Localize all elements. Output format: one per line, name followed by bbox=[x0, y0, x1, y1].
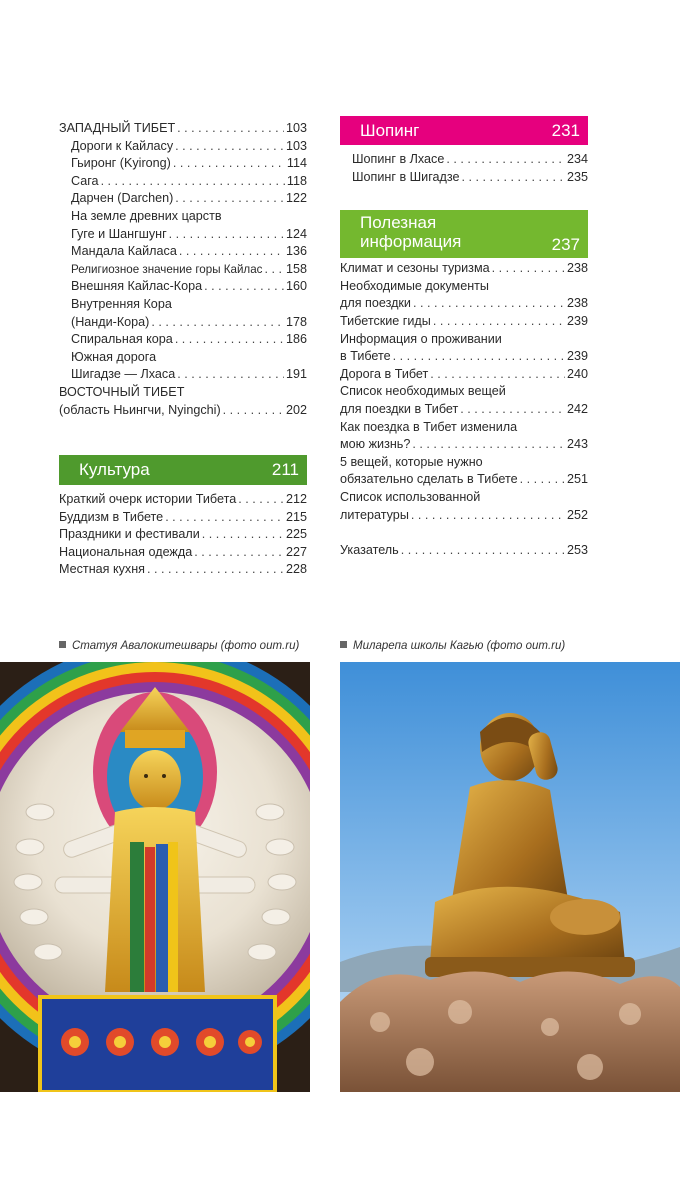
square-bullet-icon bbox=[340, 641, 347, 648]
toc-entry-title: в Тибете bbox=[340, 349, 391, 364]
leader-dots bbox=[520, 471, 565, 489]
toc-entry[interactable] bbox=[352, 169, 588, 187]
toc-entry-title: Религиозное значение горы Кайлас bbox=[71, 262, 263, 276]
toc-entry[interactable] bbox=[59, 155, 307, 173]
toc-entry[interactable] bbox=[59, 544, 307, 562]
toc-entry-page: 251 bbox=[566, 472, 588, 487]
toc-entry-line1: Внутренняя Кора bbox=[71, 296, 172, 311]
leader-dots bbox=[179, 243, 284, 261]
toc-entry-page: 114 bbox=[286, 156, 307, 171]
leader-dots bbox=[151, 314, 284, 332]
toc-entry-title: Дорога в Тибет bbox=[340, 366, 429, 381]
leader-dots bbox=[169, 226, 284, 244]
toc-entry-line1: Южная дорога bbox=[71, 349, 157, 364]
toc-entry-title: мою жизнь? bbox=[340, 437, 411, 452]
toc-entry[interactable] bbox=[340, 313, 588, 331]
toc-entry[interactable] bbox=[59, 509, 307, 527]
toc-entry-line1: Необходимые документы bbox=[340, 278, 489, 293]
toc-entry-title: Спиральная кора bbox=[71, 332, 173, 347]
toc-entry-page: 238 bbox=[566, 296, 588, 311]
toc-right-column bbox=[340, 116, 588, 560]
leader-dots bbox=[412, 436, 565, 454]
leader-dots bbox=[175, 138, 284, 156]
leader-dots bbox=[413, 295, 565, 313]
leader-dots bbox=[177, 120, 284, 138]
toc-entry[interactable] bbox=[59, 278, 307, 296]
toc-entry-page: 124 bbox=[285, 226, 307, 241]
leader-dots bbox=[223, 402, 284, 420]
toc-entry[interactable] bbox=[59, 331, 307, 349]
toc-entry[interactable] bbox=[59, 138, 307, 156]
toc-entry-title: Дороги к Кайласу bbox=[71, 138, 174, 153]
photo-caption-right bbox=[340, 640, 565, 652]
toc-entry-title: литературы bbox=[340, 507, 409, 522]
banner-title-line2: информация bbox=[360, 232, 462, 252]
toc-entry-page: 235 bbox=[566, 169, 588, 184]
leader-dots bbox=[264, 261, 284, 279]
toc-entry-page: 103 bbox=[285, 121, 307, 135]
toc-entry[interactable] bbox=[340, 436, 588, 454]
toc-entry-page: 234 bbox=[566, 152, 588, 166]
toc-entry[interactable] bbox=[340, 401, 588, 419]
toc-entry-page: 253 bbox=[566, 543, 588, 558]
toc-entry-title: Гуге и Шангшунг bbox=[71, 226, 167, 241]
leader-dots bbox=[101, 173, 285, 191]
toc-entry[interactable] bbox=[340, 366, 588, 384]
toc-entry-page: 186 bbox=[285, 332, 307, 347]
banner-page: 231 bbox=[551, 121, 580, 140]
toc-entry-title: Внешняя Кайлас-Кора bbox=[71, 279, 203, 294]
caption-text: Статуя Авалокитешвары (фото oum.ru) bbox=[72, 640, 300, 652]
section-banner-shopping bbox=[340, 116, 588, 145]
toc-entry-title: для поездки bbox=[340, 296, 411, 311]
leader-dots bbox=[446, 151, 565, 169]
toc-entry-page: 191 bbox=[285, 367, 307, 382]
toc-entry-title: Шопинг в Лхасе bbox=[352, 152, 445, 166]
section-banner-info bbox=[340, 210, 588, 258]
toc-entry[interactable] bbox=[340, 295, 588, 313]
leader-dots bbox=[147, 561, 284, 579]
leader-dots bbox=[204, 278, 284, 296]
leader-dots bbox=[177, 366, 284, 384]
toc-entry-title: Шопинг в Шигадзе bbox=[352, 169, 460, 184]
toc-entry-title: обязательно сделать в Тибете bbox=[340, 472, 518, 487]
caption-text: Миларепа школы Кагью (фото oum.ru) bbox=[353, 640, 566, 652]
milarepa-illustration bbox=[340, 662, 680, 1092]
toc-entry[interactable] bbox=[59, 526, 307, 544]
toc-info-section bbox=[340, 260, 588, 524]
toc-shopping-section bbox=[340, 151, 588, 186]
toc-entry-line1: Список необходимых вещей bbox=[340, 384, 506, 399]
leader-dots bbox=[460, 401, 565, 419]
toc-entry-title: Климат и сезоны туризма bbox=[340, 261, 490, 276]
toc-entry-title: Тибетские гиды bbox=[340, 313, 431, 328]
statue-illustration bbox=[0, 662, 310, 1092]
toc-entry-title: Мандала Кайласа bbox=[71, 244, 177, 259]
toc-entry[interactable] bbox=[352, 151, 588, 169]
toc-entry-page: 227 bbox=[285, 544, 307, 559]
toc-west-section bbox=[59, 120, 307, 419]
toc-entry-page: 158 bbox=[285, 261, 307, 276]
toc-entry-line1: На земле древних царств bbox=[71, 208, 222, 223]
toc-entry-line1: 5 вещей, которые нужно bbox=[340, 454, 483, 469]
toc-entry-page: 252 bbox=[566, 507, 588, 522]
banner-title: Культура bbox=[79, 460, 150, 480]
toc-entry-line1: Как поездка в Тибет изменила bbox=[340, 419, 518, 434]
toc-entry-line1: Информация о проживании bbox=[340, 331, 502, 346]
toc-entry[interactable] bbox=[59, 314, 307, 332]
toc-entry-title: Национальная одежда bbox=[59, 544, 193, 559]
leader-dots bbox=[238, 491, 284, 509]
toc-entry[interactable] bbox=[340, 507, 588, 525]
toc-entry-page: 178 bbox=[285, 314, 307, 329]
toc-entry-title: Шигадзе — Лхаса bbox=[71, 367, 176, 382]
toc-entry[interactable] bbox=[59, 173, 307, 191]
toc-entry-page: 239 bbox=[566, 349, 588, 364]
toc-entry-page: 122 bbox=[285, 191, 307, 206]
toc-entry-page: 240 bbox=[566, 366, 588, 381]
toc-entry-page: 136 bbox=[285, 244, 307, 259]
banner-page: 237 bbox=[551, 235, 580, 255]
toc-entry-page: 103 bbox=[285, 138, 307, 153]
toc-entry-page: 243 bbox=[566, 437, 588, 452]
toc-entry-title: (Нанди-Кора) bbox=[71, 314, 150, 329]
leader-dots bbox=[393, 348, 565, 366]
toc-entry[interactable] bbox=[59, 366, 307, 384]
toc-entry-title: Указатель bbox=[340, 543, 399, 558]
toc-entry-line1: ВОСТОЧНЫЙ ТИБЕТ bbox=[59, 384, 185, 399]
toc-entry-title: Сага bbox=[71, 173, 99, 188]
toc-entry-title: Дарчен (Darchen) bbox=[71, 191, 174, 206]
photo-caption-left bbox=[59, 640, 299, 652]
toc-entry[interactable] bbox=[59, 120, 307, 138]
toc-entry[interactable] bbox=[340, 260, 588, 278]
toc-entry-title: ЗАПАДНЫЙ ТИБЕТ bbox=[59, 121, 176, 135]
toc-entry-page: 212 bbox=[285, 492, 307, 507]
leader-dots bbox=[430, 366, 565, 384]
leader-dots bbox=[492, 260, 565, 278]
leader-dots bbox=[194, 544, 284, 562]
photo-milarepa-statue bbox=[340, 662, 680, 1092]
toc-entry[interactable] bbox=[59, 243, 307, 261]
leader-dots bbox=[165, 509, 284, 527]
toc-entry-title: Гьиронг (Kyirong) bbox=[71, 156, 171, 171]
toc-entry-title: (область Ньингчи, Nyingchi) bbox=[59, 402, 221, 417]
toc-entry-page: 118 bbox=[286, 173, 307, 188]
leader-dots bbox=[462, 169, 565, 187]
toc-entry[interactable] bbox=[59, 561, 307, 579]
toc-entry-page: 239 bbox=[566, 313, 588, 328]
toc-entry-page: 242 bbox=[566, 401, 588, 416]
toc-entry-page: 225 bbox=[285, 527, 307, 542]
toc-entry-page: 228 bbox=[285, 562, 307, 577]
banner-title-line1: Полезная bbox=[360, 213, 437, 233]
toc-entry-page: 202 bbox=[285, 402, 307, 417]
banner-page: 211 bbox=[271, 460, 299, 480]
toc-entry[interactable] bbox=[59, 190, 307, 208]
toc-entry-index[interactable] bbox=[340, 542, 588, 560]
toc-left-column bbox=[59, 120, 307, 579]
banner-title: Шопинг bbox=[360, 121, 420, 140]
toc-entry-title: Праздники и фестивали bbox=[59, 527, 200, 542]
toc-entry-page: 238 bbox=[566, 261, 588, 276]
toc-entry[interactable] bbox=[340, 471, 588, 489]
toc-entry[interactable] bbox=[59, 491, 307, 509]
toc-entry-page: 215 bbox=[285, 509, 307, 524]
leader-dots bbox=[173, 155, 285, 173]
leader-dots bbox=[175, 331, 284, 349]
section-banner-culture bbox=[59, 455, 307, 485]
toc-entry[interactable] bbox=[59, 261, 307, 279]
toc-entry[interactable] bbox=[59, 226, 307, 244]
leader-dots bbox=[175, 190, 284, 208]
leader-dots bbox=[401, 542, 565, 560]
leader-dots bbox=[411, 507, 565, 525]
toc-entry[interactable] bbox=[340, 348, 588, 366]
square-bullet-icon bbox=[59, 641, 66, 648]
toc-entry-title: для поездки в Тибет bbox=[340, 401, 459, 416]
photo-avalokiteshvara-statue bbox=[0, 662, 310, 1092]
toc-entry-title: Местная кухня bbox=[59, 562, 145, 577]
toc-entry-page: 160 bbox=[285, 279, 307, 294]
leader-dots bbox=[433, 313, 565, 331]
toc-entry[interactable] bbox=[59, 402, 307, 420]
toc-entry-line1: Список использованной bbox=[340, 489, 481, 504]
toc-entry-title: Краткий очерк истории Тибета bbox=[59, 492, 237, 507]
leader-dots bbox=[202, 526, 284, 544]
toc-entry-title: Буддизм в Тибете bbox=[59, 509, 164, 524]
toc-culture-section bbox=[59, 491, 307, 579]
